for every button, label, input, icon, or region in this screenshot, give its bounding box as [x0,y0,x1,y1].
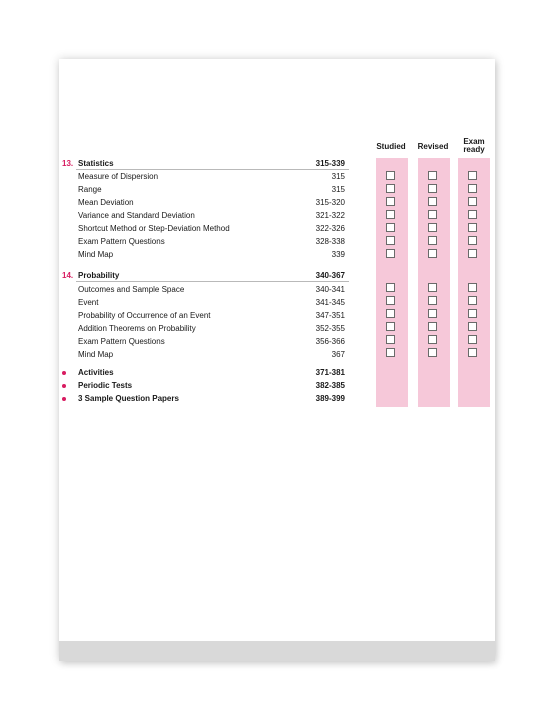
topic-pages: 341-345 [315,298,345,307]
topic-pages: 367 [331,350,345,359]
toc-row [59,309,349,322]
extra-pages: 371-381 [315,368,345,377]
toc-row [59,222,349,235]
extra-title: 3 Sample Question Papers [78,394,179,403]
checkbox[interactable] [386,197,395,206]
topic-title: Probability of Occurrence of an Event [78,311,211,320]
checkbox[interactable] [386,171,395,180]
bullet-icon [62,384,66,388]
checkbox[interactable] [428,296,437,305]
topic-pages: 356-366 [315,337,345,346]
checkbox[interactable] [386,322,395,331]
checkbox[interactable] [386,249,395,258]
checkbox[interactable] [386,223,395,232]
checkbox[interactable] [428,197,437,206]
checkbox[interactable] [468,249,477,258]
column-header-revised: Revised [417,142,449,151]
topic-title: Measure of Dispersion [78,172,159,181]
toc-row [59,248,349,261]
checkbox[interactable] [428,171,437,180]
topic-pages: 321-322 [315,211,345,220]
chapter-14-heading [59,269,349,282]
checkbox[interactable] [386,309,395,318]
toc-row [59,183,349,196]
checkbox[interactable] [468,171,477,180]
checkbox[interactable] [428,223,437,232]
checkbox[interactable] [468,348,477,357]
checkbox[interactable] [428,236,437,245]
topic-pages: 340-341 [315,285,345,294]
divider [76,281,349,282]
chapter-13-heading [59,157,349,170]
checkbox[interactable] [386,184,395,193]
checkbox[interactable] [386,283,395,292]
checkbox[interactable] [386,210,395,219]
studied-column [376,158,408,407]
checkbox[interactable] [386,335,395,344]
extra-pages: 382-385 [315,381,345,390]
toc-row [59,196,349,209]
toc-row [59,235,349,248]
topic-title: Addition Theorems on Probability [78,324,196,333]
checkbox[interactable] [386,348,395,357]
bullet-icon [62,371,66,375]
checkbox[interactable] [386,236,395,245]
topic-pages: 328-338 [315,237,345,246]
checkbox[interactable] [468,210,477,219]
topic-title: Variance and Standard Deviation [78,211,195,220]
document-page [59,59,495,661]
checkbox[interactable] [468,283,477,292]
topic-title: Range [78,185,102,194]
checkbox[interactable] [428,249,437,258]
topic-title: Mind Map [78,350,114,359]
chapter-number: 14. [62,271,74,280]
footer-band [59,641,495,661]
topic-pages: 339 [331,250,345,259]
chapter-pages: 315-339 [315,159,345,168]
column-header-exam-ready: Exam ready [463,137,485,154]
chapter-title: Probability [78,271,120,280]
checkbox[interactable] [468,296,477,305]
toc-extra-activities [59,366,349,379]
checkbox[interactable] [468,236,477,245]
toc-row [59,170,349,183]
toc-row [59,283,349,296]
topic-pages: 315-320 [315,198,345,207]
toc-row [59,335,349,348]
checkbox[interactable] [428,210,437,219]
chapter-title: Statistics [78,159,114,168]
checkbox[interactable] [428,348,437,357]
checkbox[interactable] [468,309,477,318]
topic-title: Exam Pattern Questions [78,237,165,246]
checkbox[interactable] [468,322,477,331]
topic-title: Exam Pattern Questions [78,337,165,346]
checkbox[interactable] [468,335,477,344]
checkbox[interactable] [468,223,477,232]
topic-title: Mind Map [78,250,114,259]
exam-ready-column [458,158,490,407]
topic-title: Shortcut Method or Step-Deviation Method [78,224,230,233]
toc-extra-sample-papers [59,392,349,405]
extra-title: Activities [78,368,114,377]
toc-row [59,348,349,361]
bullet-icon [62,397,66,401]
toc-extra-periodic-tests [59,379,349,392]
toc-row [59,209,349,222]
chapter-number: 13. [62,159,74,168]
toc-row [59,322,349,335]
checkbox[interactable] [428,322,437,331]
topic-pages: 322-326 [315,224,345,233]
topic-pages: 352-355 [315,324,345,333]
checkbox[interactable] [428,335,437,344]
checkbox[interactable] [428,309,437,318]
topic-pages: 315 [331,172,345,181]
checkbox[interactable] [468,197,477,206]
checkbox[interactable] [386,296,395,305]
topic-title: Event [78,298,99,307]
chapter-pages: 340-367 [315,271,345,280]
extra-title: Periodic Tests [78,381,133,390]
checkbox[interactable] [428,184,437,193]
topic-title: Outcomes and Sample Space [78,285,185,294]
checkbox[interactable] [468,184,477,193]
revised-column [418,158,450,407]
topic-pages: 347-351 [315,311,345,320]
extra-pages: 389-399 [315,394,345,403]
topic-pages: 315 [331,185,345,194]
column-header-studied: Studied [376,142,406,151]
toc-row [59,296,349,309]
checkbox[interactable] [428,283,437,292]
topic-title: Mean Deviation [78,198,134,207]
